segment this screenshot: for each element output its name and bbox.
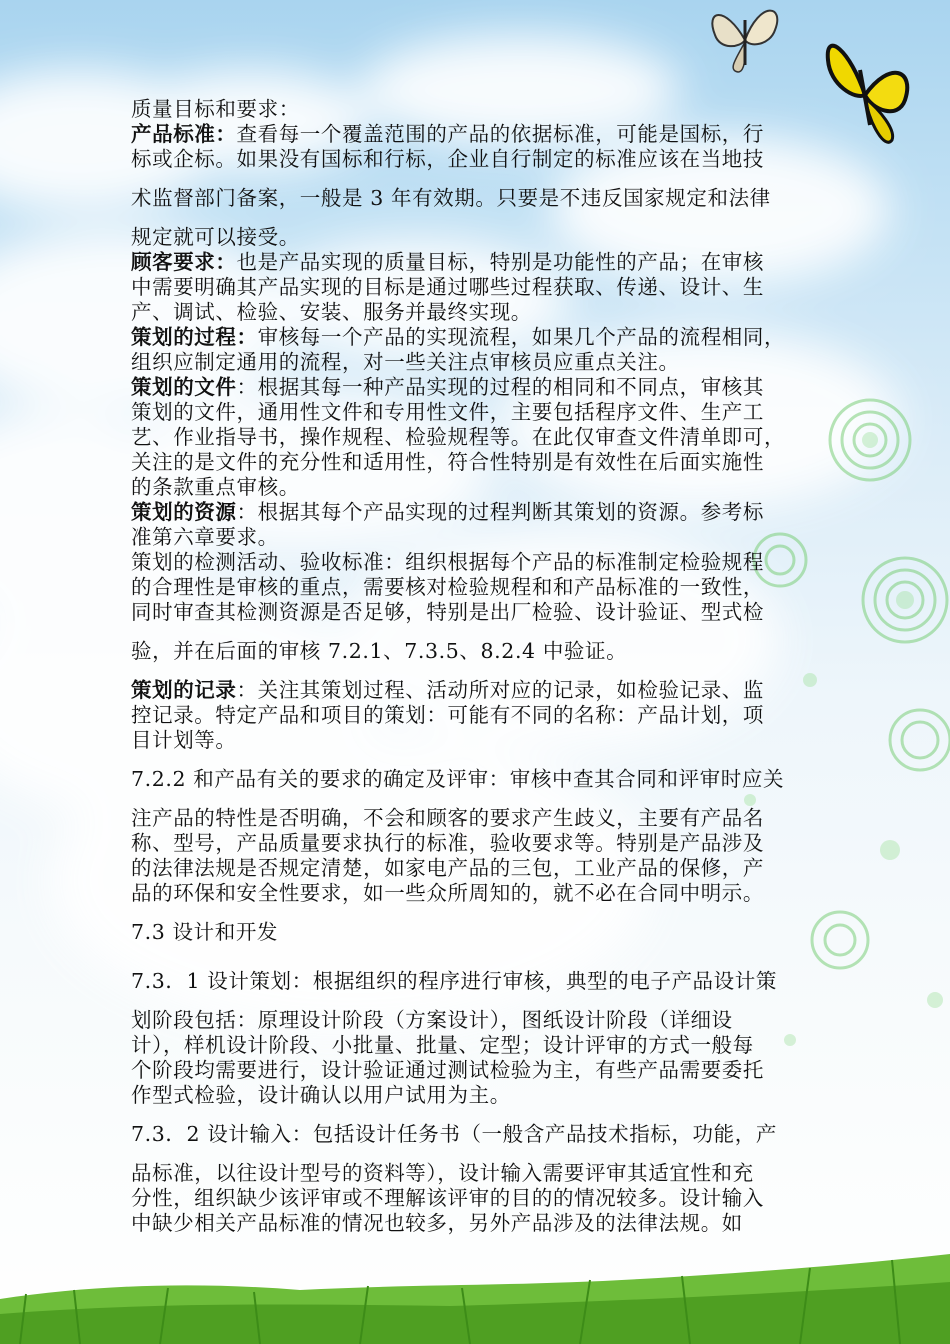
text-line <box>131 1211 865 1236</box>
text-line <box>131 1008 865 1033</box>
text-line <box>131 767 865 792</box>
bold-term: 顾客要求： <box>131 250 237 274</box>
line-text: 艺、作业指导书，操作规程、检验规程等。在此仅审查文件清单即可， <box>131 425 786 449</box>
document-body <box>131 97 865 1236</box>
text-line <box>131 350 865 375</box>
line-text: 7.3．2 设计输入：包括设计任务书（一般含产品技术指标，功能，产 <box>131 1122 777 1146</box>
line-text: 计），样机设计阶段、小批量、批量、定型；设计评审的方式一般每 <box>131 1033 754 1057</box>
text-line <box>131 450 865 475</box>
line-text: 规定就可以接受。 <box>131 225 300 249</box>
line-text: 中缺少相关产品标准的情况也较多，另外产品涉及的法律法规。如 <box>131 1211 743 1235</box>
line-text: 目计划等。 <box>131 728 237 752</box>
line-text: 准第六章要求。 <box>131 525 279 549</box>
text-line <box>131 856 865 881</box>
text-line <box>131 1058 865 1083</box>
bold-term: 策划的文件 <box>131 375 237 399</box>
line-text: 验，并在后面的审核 7.2.1、7.3.5、8.2.4 中验证。 <box>131 639 628 663</box>
section-heading <box>131 920 865 945</box>
line-text: 组织应制定通用的流程，对一些关注点审核员应重点关注。 <box>131 350 680 374</box>
bold-term: 产品标准： <box>131 122 237 146</box>
text-line <box>131 525 865 550</box>
text-line <box>131 550 865 575</box>
line-text: 策划的检测活动、验收标准：组织根据每个产品的标准制定检验规程 <box>131 550 764 574</box>
bold-term: 策划的记录 <box>131 678 237 702</box>
line-text: 质量目标和要求： <box>131 97 300 121</box>
butterfly-small-icon <box>700 0 790 80</box>
line-text: 7.2.2 和产品有关的要求的确定及评审：审核中查其合同和评审时应关 <box>131 767 785 791</box>
text-line <box>131 600 865 625</box>
line-text: 的法律法规是否规定清楚，如家电产品的三包，工业产品的保修，产 <box>131 856 764 880</box>
text-line <box>131 122 865 147</box>
text-line <box>131 831 865 856</box>
text-line <box>131 275 865 300</box>
text-line <box>131 186 865 211</box>
line-text: 中需要明确其产品实现的目标是通过哪些过程获取、传递、设计、生 <box>131 275 764 299</box>
text-line <box>131 881 865 906</box>
line-text: 关注的是文件的充分性和适用性，符合性特别是有效性在后面实施性 <box>131 450 764 474</box>
line-text: 也是产品实现的质量目标，特别是功能性的产品；在审核 <box>236 250 764 274</box>
text-line <box>131 639 865 664</box>
line-text: 注产品的特性是否明确，不会和顾客的要求产生歧义，主要有产品名 <box>131 806 764 830</box>
text-line <box>131 325 865 350</box>
line-text: 产、调试、检验、安装、服务并最终实现。 <box>131 300 532 324</box>
text-line <box>131 250 865 275</box>
line-text: 的合理性是审核的重点，需要核对检验规程和和产品标准的一致性， <box>131 575 764 599</box>
text-line <box>131 728 865 753</box>
text-line <box>131 575 865 600</box>
text-line <box>131 225 865 250</box>
line-text: 称、型号，产品质量要求执行的标准，验收要求等。特别是产品涉及 <box>131 831 764 855</box>
text-line <box>131 703 865 728</box>
line-text: ：根据其每个产品实现的过程判断其策划的资源。参考标 <box>236 500 764 524</box>
text-line <box>131 1186 865 1211</box>
text-line <box>131 1083 865 1108</box>
text-line <box>131 375 865 400</box>
line-text: ：关注其策划过程、活动所对应的记录，如检验记录、监 <box>236 678 764 702</box>
text-line <box>131 300 865 325</box>
text-line <box>131 1033 865 1058</box>
text-line <box>131 1122 865 1147</box>
grass-decoration <box>0 1224 950 1344</box>
text-line <box>131 678 865 703</box>
line-text: 控记录。特定产品和项目的策划：可能有不同的名称：产品计划，项 <box>131 703 764 727</box>
bold-term: 策划的资源 <box>131 500 237 524</box>
text-line <box>131 97 865 122</box>
line-text: 7.3 设计和开发 <box>131 920 279 944</box>
text-line <box>131 425 865 450</box>
line-text: 标或企标。如果没有国标和行标，企业自行制定的标准应该在当地技 <box>131 147 764 171</box>
line-text: 7.3．1 设计策划：根据组织的程序进行审核，典型的电子产品设计策 <box>131 969 777 993</box>
line-text: 术监督部门备案，一般是 3 年有效期。只要是不违反国家规定和法律 <box>131 186 771 210</box>
line-text: 同时审查其检测资源是否足够，特别是出厂检验、设计验证、型式检 <box>131 600 764 624</box>
text-line <box>131 806 865 831</box>
bold-term: 策划的过程： <box>131 325 258 349</box>
text-line <box>131 400 865 425</box>
line-text: 划阶段包括：原理设计阶段（方案设计），图纸设计阶段（详细设 <box>131 1008 733 1032</box>
text-line <box>131 500 865 525</box>
line-text: 分性，组织缺少该评审或不理解该评审的目的的情况较多。设计输入 <box>131 1186 764 1210</box>
text-line <box>131 475 865 500</box>
line-text: 查看每一个覆盖范围的产品的依据标准，可能是国标，行 <box>236 122 764 146</box>
line-text: 策划的文件，通用性文件和专用性文件，主要包括程序文件、生产工 <box>131 400 764 424</box>
line-text: 个阶段均需要进行，设计验证通过测试检验为主，有些产品需要委托 <box>131 1058 764 1082</box>
line-text: 品标准，以往设计型号的资料等），设计输入需要评审其适宜性和充 <box>131 1161 754 1185</box>
line-text: 的条款重点审核。 <box>131 475 300 499</box>
line-text: 作型式检验，设计确认以用户试用为主。 <box>131 1083 511 1107</box>
line-text: ：根据其每一种产品实现的过程的相同和不同点，审核其 <box>236 375 764 399</box>
text-line <box>131 147 865 172</box>
line-text: 审核每一个产品的实现流程，如果几个产品的流程相同， <box>257 325 786 349</box>
line-text: 品的环保和安全性要求，如一些众所周知的，就不必在合同中明示。 <box>131 881 764 905</box>
text-line <box>131 1161 865 1186</box>
text-line <box>131 969 865 994</box>
